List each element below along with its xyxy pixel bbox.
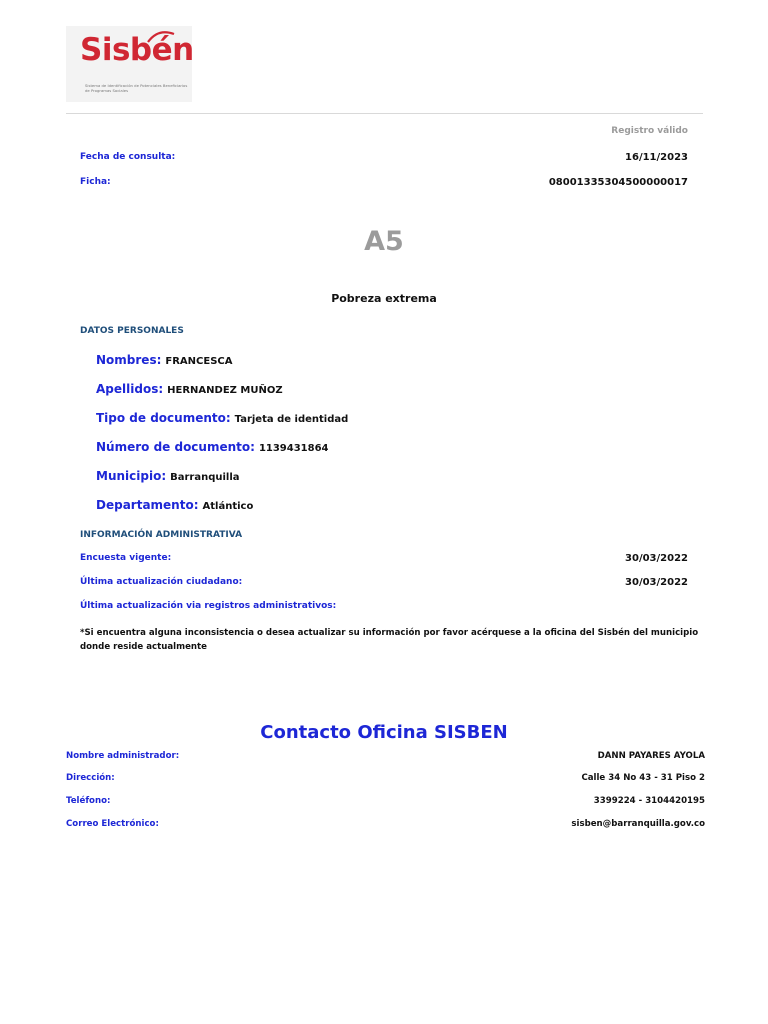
datos-personales-title: DATOS PERSONALES [80, 326, 184, 336]
correo-value[interactable]: sisben@barranquilla.gov.co [571, 819, 705, 829]
nombres-row [96, 349, 232, 368]
fecha-consulta-label: Fecha de consulta: [80, 152, 176, 162]
grupo-sisben: A5 [364, 226, 404, 257]
tipo-documento-label: Tipo de documento: [96, 411, 231, 425]
administrador-value: DANN PAYARES AYOLA [597, 751, 705, 761]
registro-status: Registro válido [611, 126, 688, 136]
tipo-documento-row [96, 407, 348, 426]
ultima-actualizacion-ciudadano-label: Última actualización ciudadano: [80, 577, 243, 587]
numero-documento-row [96, 436, 329, 455]
direccion-value: Calle 34 No 43 - 31 Piso 2 [581, 773, 705, 783]
inconsistencia-note: *Si encuentra alguna inconsistencia o desea actualizar su información por favor acérquese a la oficina del Sisbén del municipio donde reside actualmente [80, 628, 699, 652]
departamento-label: Departamento: [96, 498, 199, 512]
ultima-actualizacion-ciudadano-value: 30/03/2022 [625, 577, 688, 588]
clasificacion: Pobreza extrema [331, 292, 437, 305]
contacto-title: Contacto Oficina SISBEN [260, 722, 508, 743]
apellidos-label: Apellidos: [96, 382, 164, 396]
departamento-row [96, 494, 253, 513]
administrador-label: Nombre administrador: [66, 751, 180, 761]
ficha-value: 08001335304500000017 [548, 177, 688, 188]
logo-tagline: Sistema de Identificación de Potenciales Beneficiarios de Programas Sociales [85, 83, 188, 93]
encuesta-vigente-label: Encuesta vigente: [80, 553, 172, 563]
apellidos-row [96, 378, 283, 397]
correo-label: Correo Electrónico: [66, 819, 159, 829]
encuesta-vigente-value: 30/03/2022 [625, 553, 688, 564]
telefono-value: 3399224 - 3104420195 [593, 796, 705, 806]
municipio-row [96, 465, 240, 484]
municipio-value: Barranquilla [170, 472, 240, 483]
direccion-label: Dirección: [66, 773, 115, 783]
ultima-actualizacion-registros-label: Última actualización via registros administrativos: [80, 601, 337, 611]
sisben-logo [66, 26, 192, 102]
logo-swoosh-icon [146, 30, 176, 44]
numero-documento-value: 1139431864 [258, 443, 329, 454]
header-divider [66, 113, 703, 114]
tipo-documento-value: Tarjeta de identidad [234, 414, 349, 425]
telefono-label: Teléfono: [66, 796, 111, 806]
info-admin-title: INFORMACIÓN ADMINISTRATIVA [80, 530, 243, 540]
departamento-value: Atlántico [202, 501, 254, 512]
fecha-consulta-value: 16/11/2023 [625, 152, 688, 163]
ficha-label: Ficha: [80, 177, 111, 187]
nombres-label: Nombres: [96, 353, 162, 367]
logo-wordmark: Sisbén [80, 32, 194, 68]
apellidos-value: HERNANDEZ MUÑOZ [167, 385, 283, 396]
nombres-value: FRANCESCA [165, 356, 233, 367]
municipio-label: Municipio: [96, 469, 167, 483]
numero-documento-label: Número de documento: [96, 440, 255, 454]
